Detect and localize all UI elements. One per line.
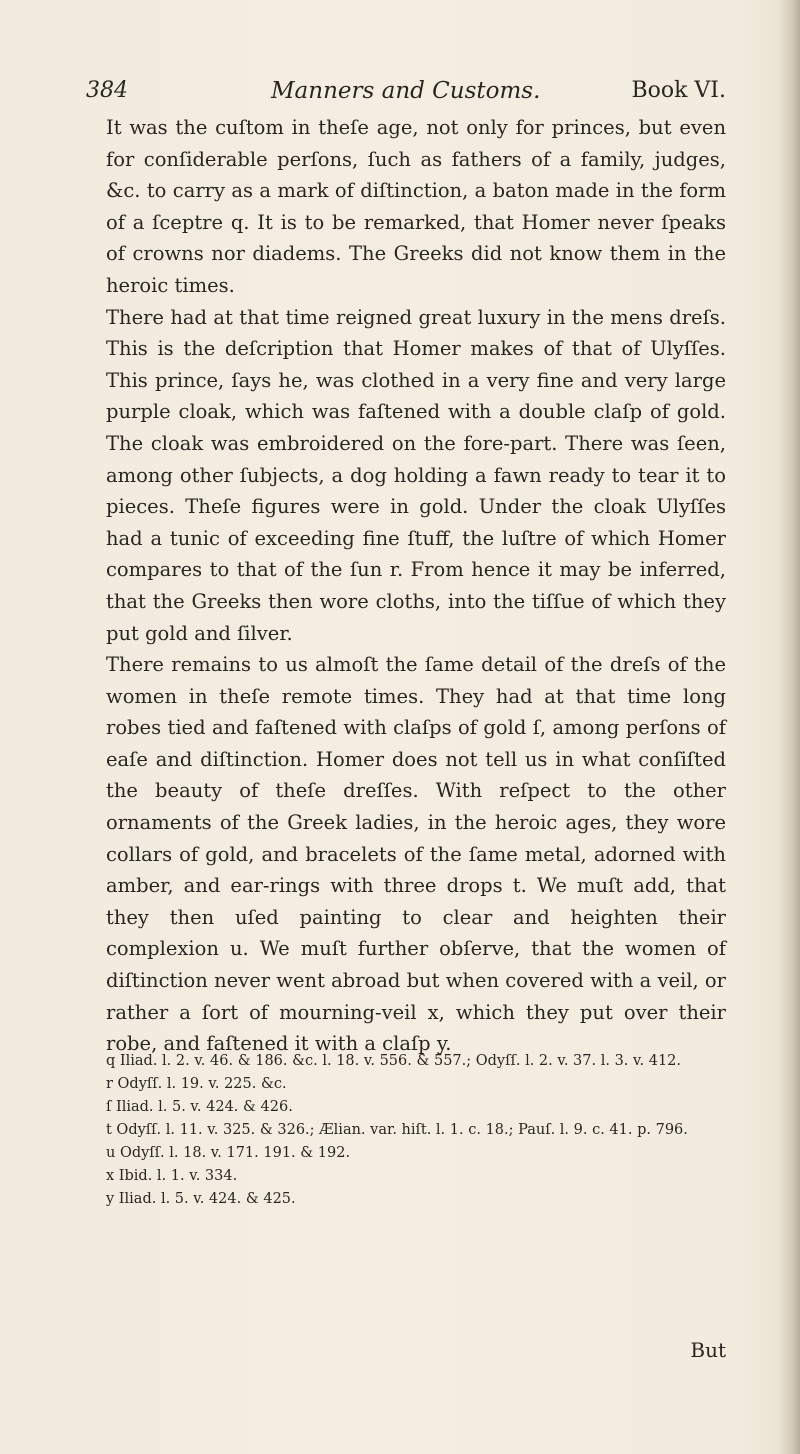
page-edge-shadow <box>778 0 800 1454</box>
paragraph: There remains to us almoſt the ſame detail of the dreſs of the women in theſe remote times. They had at that time long robes tied and faſtened with claſps of gold ſ, among perſons of eaſe and diſtinction. Homer does not tell us in what conſiſted the beauty of theſe dreſſes. With reſpect to the other ornaments of the Greek ladies, in the heroic ages, they wore collars of gold, and bracelets of the ſame metal, adorned with amber, and ear-rings with three drops t. We muſt add, that they then uſed painting to clear and heighten their complexion u. We muſt further obſerve, that the women of diſtinction never went abroad but when covered with a veil, or rather a ſort of mourning-veil x, which they put over their robe, and faſtened it with a claſp y. <box>106 653 726 1056</box>
catchword: But <box>690 1338 726 1362</box>
footnote: x Ibid. l. 1. v. 334. <box>106 1168 238 1184</box>
footnote: t Odyſſ. l. 11. v. 325. & 326.; Ælian. var. hiſt. l. 1. c. 18.; Pauſ. l. 9. c. 41. p. 796. <box>106 1122 688 1138</box>
footnote: q Iliad. l. 2. v. 46. & 186. &c. l. 18. v. 556. & 557.; Odyſſ. l. 2. v. 37. l. 3. v. 412. <box>106 1053 682 1069</box>
page-number: 384 <box>86 78 128 103</box>
footnote: y Iliad. l. 5. v. 424. & 425. <box>106 1191 296 1207</box>
footnote: u Odyſſ. l. 18. v. 171. 191. & 192. <box>106 1145 351 1161</box>
footnote: r Odyſſ. l. 19. v. 225. &c. <box>106 1076 287 1092</box>
paragraph: There had at that time reigned great luxury in the mens dreſs. This is the deſcription that Homer makes of that of Ulyſſes. This prince, ſays he, was clothed in a very fine and very large purple cloak, which was faſtened with a double claſp of gold. The cloak was embroidered on the fore-part. There was ſeen, among other ſubjects, a dog holding a fawn ready to tear it to pieces. Theſe figures were in gold. Under the cloak Ulyſſes had a tunic of exceeding fine ſtuff, the luſtre of which Homer compares to that of the ſun r. From hence it may be inferred, that the Greeks then wore cloths, into the tiſſue of which they put gold and ſilver. <box>106 305 726 645</box>
paragraph: It was the cuſtom in theſe age, not only for princes, but even for conſiderable perſons, ſuch as fathers of a family, judges, &c. to carry as a mark of diſtinction, a baton made in the form of a ſceptre q. It is to be remarked, that Homer never ſpeaks of crowns nor diadems. The Greeks did not know them in the heroic times. <box>106 116 726 297</box>
running-title: Manners and Customs. <box>271 78 541 104</box>
footnotes <box>106 1050 736 1211</box>
running-header <box>86 78 726 112</box>
book-label: Book VI. <box>631 78 726 103</box>
body-text <box>106 112 726 1060</box>
footnote: ſ Iliad. l. 5. v. 424. & 426. <box>106 1099 293 1115</box>
